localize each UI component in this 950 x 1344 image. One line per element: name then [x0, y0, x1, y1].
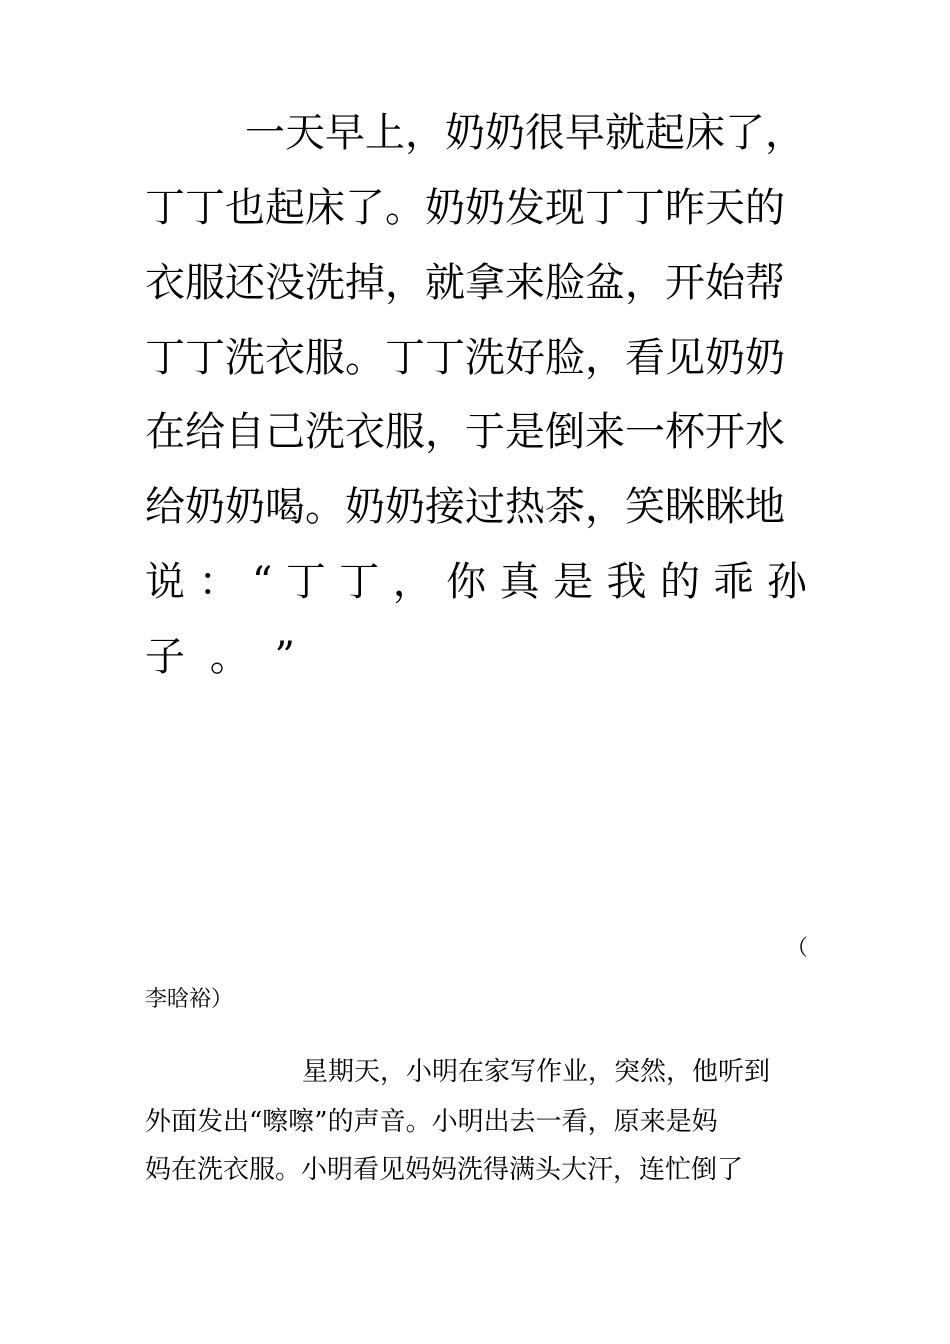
author-open-paren: （: [786, 936, 809, 961]
char: 丁: [285, 559, 326, 605]
story1-line-3: 衣服还没洗掉，就拿来脸盆，开始帮: [145, 260, 785, 306]
story2-line-1: 星期天，小明在家写作业，突然，他听到: [302, 1057, 771, 1087]
char: 是: [553, 559, 594, 605]
char: 你: [446, 559, 487, 605]
char: “: [251, 559, 273, 605]
char: 的: [659, 559, 700, 605]
story2-line-3: 妈在洗衣服。小明看见妈妈洗得满头大汗，连忙倒了: [145, 1155, 744, 1185]
char: 子: [145, 634, 185, 680]
story1-line-2: 丁丁也起床了。奶奶发现丁丁昨天的: [145, 185, 785, 231]
story1-line-5: 在给自己洗衣服，于是倒来一杯开水: [145, 409, 785, 455]
story1-line-7: [145, 559, 807, 605]
story1-line-6: 给奶奶喝。奶奶接过热茶，笑眯眯地: [145, 484, 785, 530]
story2-line-2: 外面发出“嚓嚓”的声音。小明出去一看，原来是妈: [145, 1107, 718, 1137]
story1-line-8: [145, 634, 295, 680]
char: ，: [392, 559, 433, 605]
char: 乖: [713, 559, 754, 605]
char: 丁: [339, 559, 380, 605]
char: 。: [209, 634, 250, 680]
char: ”: [274, 634, 295, 680]
char: ：: [198, 559, 239, 605]
author-name: 李晗裕）: [145, 987, 234, 1012]
char: 说: [145, 559, 185, 605]
char: 我: [606, 559, 647, 605]
char: 孙: [766, 559, 807, 605]
story1-line-4: 丁丁洗衣服。丁丁洗好脸，看见奶奶: [145, 335, 785, 381]
char: 真: [499, 559, 540, 605]
story1-line-1: 一天早上，奶奶很早就起床了，: [245, 110, 805, 156]
